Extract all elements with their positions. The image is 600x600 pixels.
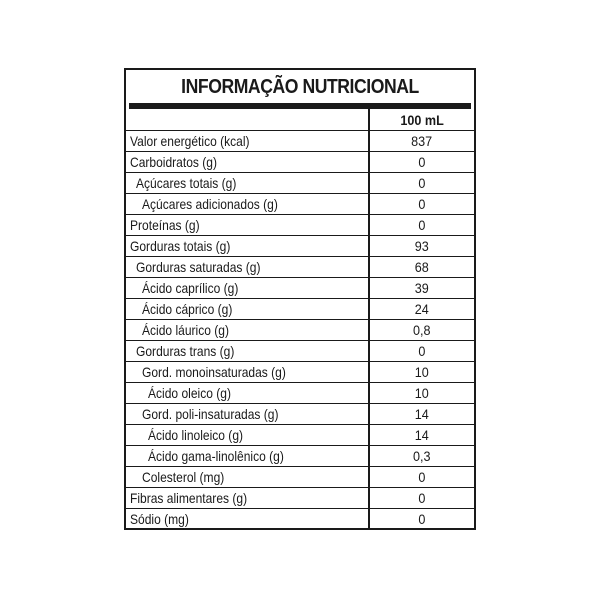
nutrient-value-cell (369, 194, 474, 215)
nutrient-label: Ácido linoleico (g) (148, 427, 244, 443)
nutrient-value-cell (369, 425, 474, 446)
nutrition-facts-panel (124, 68, 476, 530)
nutrient-value-cell (369, 236, 474, 257)
nutrient-row (126, 404, 474, 425)
nutrient-label: Proteínas (g) (130, 217, 200, 233)
nutrient-row (126, 446, 474, 467)
nutrient-label-cell (126, 383, 369, 404)
nutrient-value: 0 (418, 469, 426, 485)
nutrient-value-cell (369, 383, 474, 404)
nutrient-row (126, 488, 474, 509)
nutrient-label: Açúcares totais (g) (136, 175, 237, 191)
nutrient-value: 0 (418, 154, 426, 170)
nutrient-label-cell (126, 236, 369, 257)
nutrient-label: Gord. monoinsaturadas (g) (142, 364, 286, 380)
nutrient-value: 0 (418, 175, 426, 191)
nutrient-label-cell (126, 152, 369, 173)
nutrient-value-cell (369, 320, 474, 341)
nutrient-row (126, 383, 474, 404)
nutrient-label: Fibras alimentares (g) (130, 490, 248, 506)
panel-title: INFORMAÇÃO NUTRICIONAL (181, 76, 419, 98)
nutrient-label-cell (126, 341, 369, 362)
nutrient-value-cell (369, 488, 474, 509)
nutrient-label-cell (126, 509, 369, 530)
nutrient-row (126, 362, 474, 383)
nutrient-label-cell (126, 215, 369, 236)
nutrient-label: Açúcares adicionados (g) (142, 196, 278, 212)
nutrition-table (126, 109, 474, 529)
nutrient-value-cell (369, 152, 474, 173)
table-header-row (126, 109, 474, 131)
nutrient-label-cell (126, 467, 369, 488)
nutrient-label-cell (126, 425, 369, 446)
nutrient-value: 0,8 (413, 322, 431, 338)
nutrient-row (126, 131, 474, 152)
nutrient-value: 68 (414, 259, 430, 275)
nutrient-value: 837 (411, 133, 433, 149)
nutrient-label-cell (126, 131, 369, 152)
nutrient-value-cell (369, 278, 474, 299)
nutrient-label: Carboidratos (g) (130, 154, 217, 170)
nutrient-label-cell (126, 404, 369, 425)
nutrient-value-cell (369, 173, 474, 194)
header-label-cell (126, 109, 369, 131)
nutrient-value-cell (369, 362, 474, 383)
serving-size-header: 100 mL (369, 109, 474, 131)
nutrient-value: 93 (414, 238, 430, 254)
nutrient-label: Valor energético (kcal) (130, 133, 250, 149)
nutrient-value-cell (369, 257, 474, 278)
nutrient-label-cell (126, 278, 369, 299)
nutrient-value: 14 (414, 406, 430, 422)
nutrient-value: 0 (418, 490, 426, 506)
nutrient-value: 14 (414, 427, 430, 443)
nutrient-value: 39 (414, 280, 430, 296)
nutrient-row (126, 215, 474, 236)
nutrient-label: Colesterol (mg) (142, 469, 225, 485)
nutrient-row (126, 467, 474, 488)
nutrient-value-cell (369, 341, 474, 362)
nutrient-value-cell (369, 215, 474, 236)
nutrient-row (126, 236, 474, 257)
nutrient-label: Ácido oleico (g) (148, 385, 231, 401)
nutrient-row (126, 194, 474, 215)
nutrient-value: 10 (414, 385, 430, 401)
nutrient-value: 0 (418, 217, 426, 233)
nutrient-row (126, 509, 474, 530)
nutrient-label: Gord. poli-insaturadas (g) (142, 406, 279, 422)
nutrient-label-cell (126, 488, 369, 509)
nutrient-value: 0,3 (413, 448, 431, 464)
nutrient-label-cell (126, 194, 369, 215)
nutrient-label: Ácido caprílico (g) (142, 280, 239, 296)
nutrient-label: Gorduras totais (g) (130, 238, 231, 254)
nutrient-label: Gorduras trans (g) (136, 343, 235, 359)
nutrient-label: Ácido gama-linolênico (g) (148, 448, 284, 464)
nutrient-value: 10 (414, 364, 430, 380)
nutrient-row (126, 425, 474, 446)
nutrient-value-cell (369, 509, 474, 530)
nutrient-label-cell (126, 299, 369, 320)
nutrient-label-cell (126, 362, 369, 383)
nutrient-value: 0 (418, 196, 426, 212)
nutrient-value-cell (369, 467, 474, 488)
nutrient-value-cell (369, 131, 474, 152)
nutrient-label: Sódio (mg) (130, 511, 189, 527)
nutrient-value-cell (369, 404, 474, 425)
nutrient-label-cell (126, 320, 369, 341)
nutrient-label: Gorduras saturadas (g) (136, 259, 261, 275)
nutrient-row (126, 152, 474, 173)
nutrient-label-cell (126, 257, 369, 278)
nutrient-row (126, 320, 474, 341)
nutrient-value-cell (369, 299, 474, 320)
nutrient-label: Ácido cáprico (g) (142, 301, 233, 317)
nutrient-row (126, 173, 474, 194)
nutrient-row (126, 278, 474, 299)
nutrient-value: 0 (418, 343, 426, 359)
nutrient-value: 0 (418, 511, 426, 527)
nutrient-row (126, 257, 474, 278)
nutrient-label-cell (126, 173, 369, 194)
nutrient-value: 24 (414, 301, 430, 317)
nutrient-label: Ácido láurico (g) (142, 322, 229, 338)
nutrient-label-cell (126, 446, 369, 467)
nutrient-row (126, 299, 474, 320)
nutrient-row (126, 341, 474, 362)
nutrient-value-cell (369, 446, 474, 467)
